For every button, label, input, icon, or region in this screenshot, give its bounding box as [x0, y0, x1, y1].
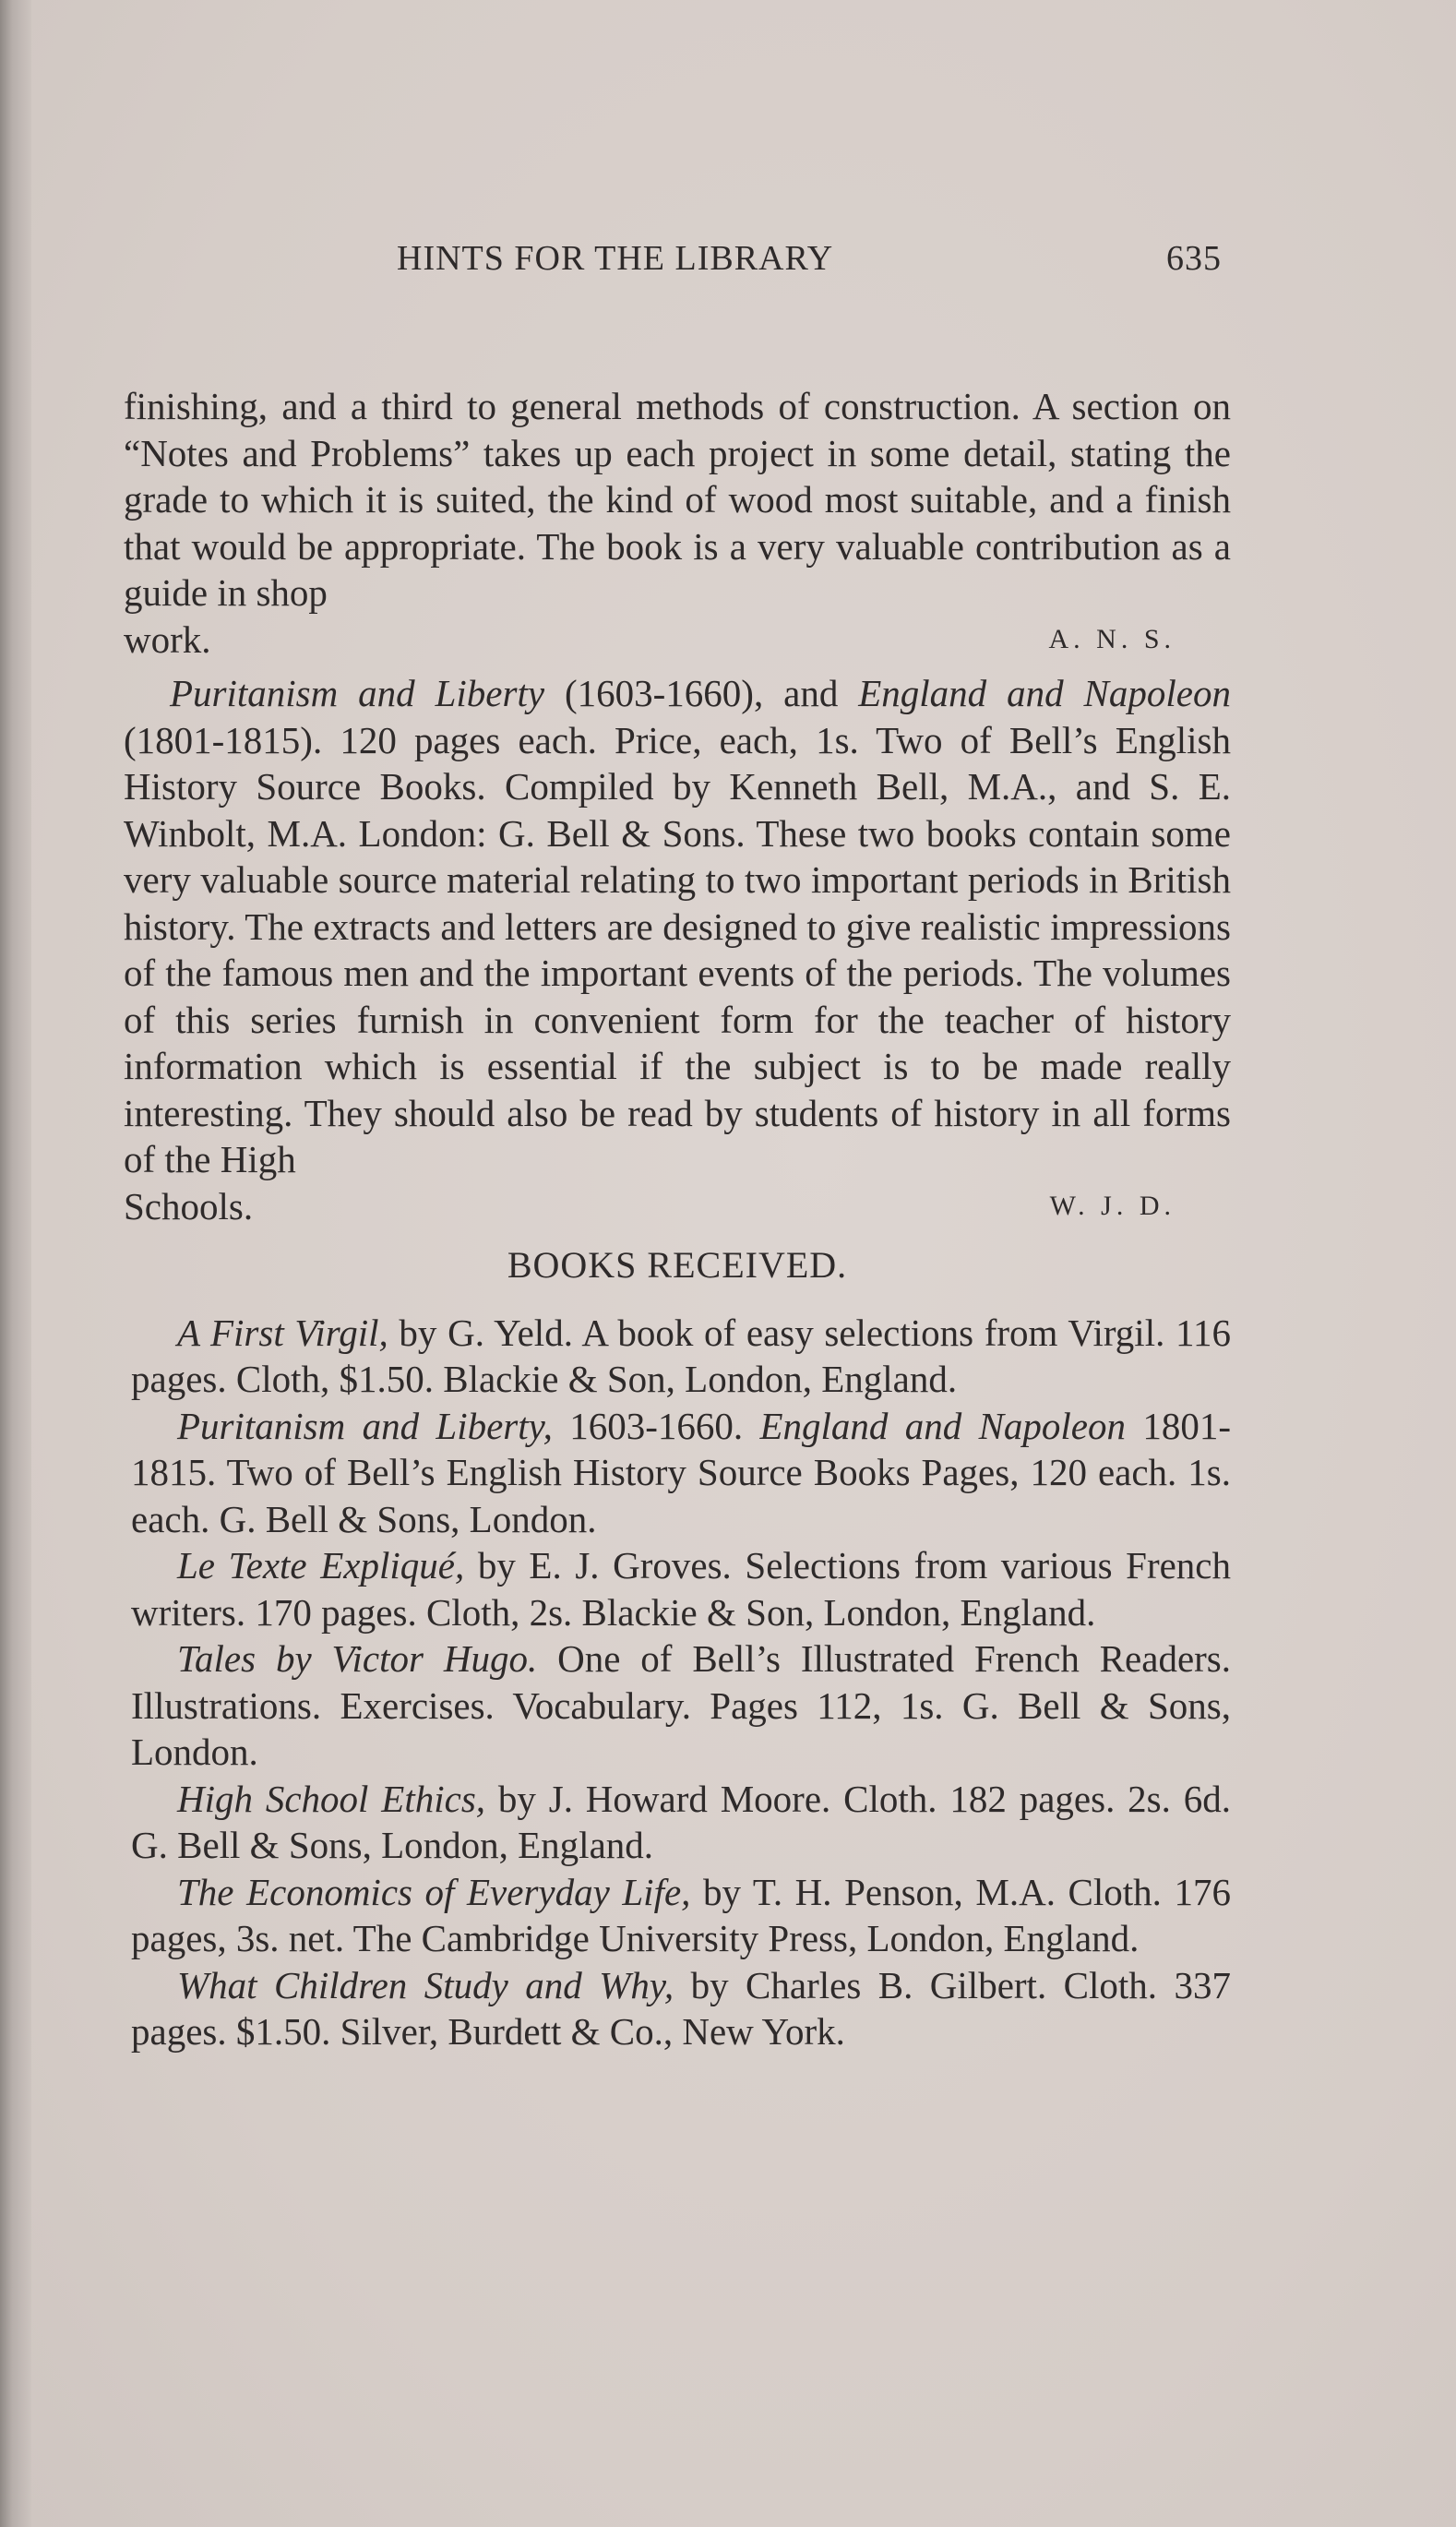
book-details: by Charles B. Gilbert. Cloth. 337 pages. $1.50. Silver, Burdett & Co., New York.: [131, 1963, 1232, 2053]
book-entry: [131, 1403, 1231, 1543]
book-title: A First Virgil,: [177, 1311, 388, 1354]
book-details: One of Bell’s Illustrated French Readers. Illustrations. Exercises. Vocabulary. Pages 112, 1s. G. Bell & Sons, London.: [131, 1637, 1231, 1773]
book-binding-shadow: [0, 0, 31, 2527]
book-entry: [131, 1542, 1231, 1635]
book-details: 1801-1815. Two of Bell’s English History Source Books Pages, 120 each. 1s. each. G. Bell & Sons, London.: [131, 1404, 1232, 1540]
book-title: Tales by Victor Hugo.: [177, 1637, 538, 1680]
book-details: by J. Howard Moore. Cloth. 182 pages. 2s. 6d. G. Bell & Sons, London, England.: [131, 1777, 1231, 1866]
books-received-list: [124, 1310, 1231, 2055]
page-number: 635: [1166, 239, 1222, 278]
book-details: by T. H. Penson, M.A. Cloth. 176 pages, 3s. net. The Cambridge University Press, London, England.: [131, 1870, 1231, 1959]
book-title: What Children Study and Why,: [177, 1963, 674, 2006]
book-details: by E. J. Groves. Selections from various French writers. 170 pages. Cloth, 2s. Blackie & Son, London, England.: [131, 1544, 1232, 1634]
book-entry: [131, 1310, 1231, 1403]
book-title: The Economics of Everyday Life,: [177, 1870, 691, 1913]
book-entry: [131, 1776, 1231, 1869]
book-entry: [131, 1869, 1231, 1962]
book-dates: (1603-1660), and: [544, 672, 859, 714]
book-title: England and Napoleon: [759, 1404, 1127, 1447]
book-details: by G. Yeld. A book of easy selections from Virgil. 116 pages. Cloth, $1.50. Blackie & Son, London, England.: [131, 1311, 1231, 1400]
reviewer-initials: W. J. D.: [1049, 1190, 1176, 1221]
running-title: HINTS FOR THE LIBRARY: [397, 239, 834, 278]
section-heading: BOOKS RECEIVED.: [507, 1244, 848, 1286]
book-dates: 1603-1660.: [552, 1404, 760, 1447]
review-body: [124, 670, 1231, 1183]
review-bell-source-books: [124, 670, 1231, 1229]
review-last-word: work.: [124, 617, 211, 661]
review-shop-work: [124, 383, 1231, 663]
page-content: [124, 235, 1231, 2055]
book-title: Puritanism and Liberty,: [177, 1404, 553, 1447]
review-body: finishing, and a third to general methods of construction. A section on “Notes and Problems” takes up each project in some detail, stating the grade to which it is suited, the kind of wood most suitable, and a finish that would be appropriate. The book is a very valuable contribution as a guide in shop: [124, 385, 1231, 614]
reviewer-initials: A. N. S.: [1048, 623, 1176, 654]
book-entry: [131, 1635, 1231, 1776]
book-title: Puritanism and Liberty: [170, 672, 545, 714]
review-closing-line: [124, 1183, 1231, 1230]
book-title: Le Texte Expliqué,: [177, 1544, 465, 1587]
book-title: England and Napoleon: [858, 672, 1231, 714]
book-entry: [131, 1962, 1231, 2055]
book-title: High School Ethics,: [177, 1777, 486, 1820]
review-last-word: Schools.: [124, 1184, 254, 1228]
review-text: (1801-1815). 120 pages each. Price, each, 1s. Two of Bell’s English History Source Books. Compiled by Kenneth Bell, M.A., and S. E. Winbolt, M.A. London: G. Bell & Sons. These two books contain some very valuable source material relating to two important periods in British history. The extracts and letters are designed to give realistic impressions of the famous men and the important events of the periods. The volumes of this series furnish in convenient form for the teacher of history information which is essential if the subject is to be made really interesting. They should also be read by students of history in all forms of the High: [124, 718, 1231, 1180]
review-closing-line: [124, 617, 1231, 664]
running-header: [124, 235, 1231, 300]
book-page: [31, 0, 1456, 2527]
